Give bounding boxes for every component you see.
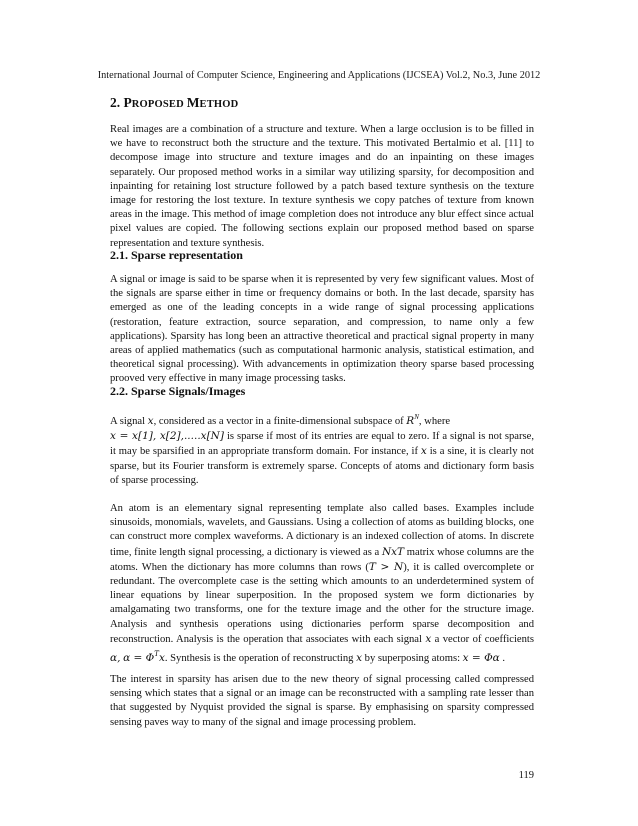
- math-x: x: [420, 445, 427, 458]
- math-alpha: α,: [110, 652, 121, 665]
- math-x: x: [356, 652, 363, 665]
- paragraph-sparse-signals-definition: A signal x, considered as a vector in a finite-dimensional subspace of $R^N$, where x = x[1], x[2],.....x[N] is sparse if most of its entries are equal to zero. If a signal is not sparse, it may be sparsified in an appropriate transform domain. For instance, if x is a sine, it is clearly not sparse, but its Fourier transform is extremely sparse. Concepts of atoms and dictionary form basis of sparse processing.: [110, 413, 534, 486]
- math-signal-definition: x = x[1], x[2],.....x[N]: [110, 430, 224, 443]
- section-heading-proposed-method: 2. PROPOSED METHOD: [110, 95, 239, 110]
- paragraph-proposed-method: Real images are a combination of a structure and texture. When a large occlusion is to be filled in we have to reconstruct both the structure and the texture. This motivated Bertalmio et al. [11] to decompose image into structure and texture images and do an inpainting on these images separately. Our proposed method works in a similar way utilizing sparsity, for decomposition and inpainting for retaining lost structure followed by a patch based texture synthesis on the texture image for restoring the lost texture. In texture synthesis we copy patches of texture from known areas in the image. This method of image completion does not introduce any blur effect since actual pixel values are copied. The following sections explain our proposed method based on sparse representation and texture synthesis.: [110, 124, 534, 249]
- paragraph-compressed-sensing: The interest in sparsity has arisen due to the new theory of signal processing called compressed sensing which states that a signal or an image can be reconstructed with a sampling rate lesser than that suggested by Nyquist provided the signal is sparse. By emphasising on sparsity compressed sensing paves way to many of the signal and image processing problem.: [110, 674, 534, 728]
- math-N-superscript: N: [414, 413, 419, 421]
- paragraph-atoms-dictionaries: An atom is an elementary signal representing template also called bases. Examples include sinusoids, monomials, wavelets, and Gaussians. Using a collection of atoms as building blocks, one can construct more complex waveforms. A dictionary is an indexed collection of atoms. In discrete time, finite length signal processing, a dictionary is viewed as a NxT matrix whose columns are the atoms. When the dictionary has more columns than rows (T > N), it is called overcomplete or redundant. The overcomplete case is the setting which amounts to an underdetermined system of linear equations by linear superposition. In the proposed system we form dictionaries by amalgamating two transforms, one for the texture image and the other for the structure image. Analysis and synthesis operations using dictionaries perform sparse decomposition and reconstruction. Analysis is the operation that associates with each signal x a vector of coefficients α, $\alpha = \Phi^Tx$. Synthesis is the operation of reconstructing x by superposing atoms: x = Φα .: [110, 503, 534, 665]
- subsection-heading-sparse-representation: 2.1. Sparse representation: [110, 248, 243, 262]
- paragraph-sparse-representation: A signal or image is said to be sparse when it is represented by very few significant values. Most of the signals are sparse either in time or frequency domains or both. In the last decade, sparsity has emerged as one of the leading concepts in a wide range of signal processing applications (restoration, feature extraction, source separation, and compression, to name only a few applications). Sparsity has long been an attractive theoretical and practical signal property in many areas of applied mathematics (such as computational harmonic analysis, statistical estimation, and theoretical signal processing). With advancements in optimization theory sparse based processing prooved very effective in many image processing tasks.: [110, 274, 534, 385]
- math-R: R: [406, 415, 415, 427]
- math-analysis-equation: $\alpha = \Phi^Tx$: [123, 650, 165, 665]
- subsection-heading-sparse-signals: 2.2. Sparse Signals/Images: [110, 384, 246, 398]
- math-NxT: NxT: [381, 545, 405, 558]
- math-x: x: [147, 415, 154, 427]
- math-synthesis-equation: x = Φα: [462, 652, 500, 665]
- page-number: 119: [518, 770, 534, 781]
- math-x: x: [425, 632, 432, 645]
- running-header: International Journal of Computer Science, Engineering and Applications (IJCSEA) Vol.2, No.3, June 2012: [97, 70, 541, 81]
- math-T-greater-N: T > N: [368, 560, 404, 573]
